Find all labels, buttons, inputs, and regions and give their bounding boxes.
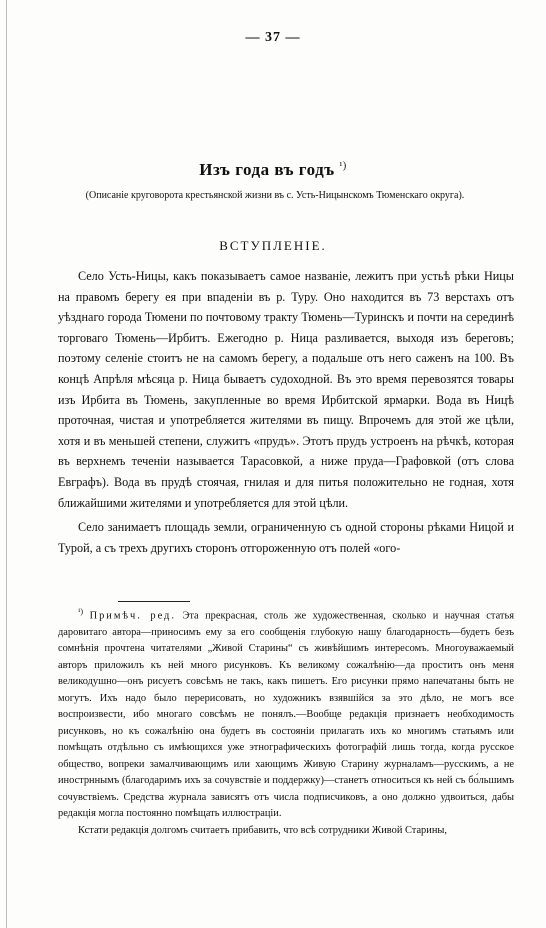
footnote-mark: ¹)	[78, 607, 84, 616]
page-number: — 37 —	[245, 30, 301, 45]
article-subtitle: (Описаніе круговорота крестьянской жизни въ с. Усть-Ницынскомъ Тюменскаго округа).	[85, 190, 465, 201]
body-paragraph: Село занимаетъ площадь земли, ограниченную съ одной стороны рѣками Ницой и Турой, а съ трехъ другихъ сторонъ отгороженную отъ полей «ого-	[58, 520, 514, 555]
footnote-text: Эта прекрасная, столь же художественная, сколько и научная статья даровитаго автора—приносимъ ему за его сообщенія глубокую нашу благодарность—будетъ безъ сомнѣнія прочтена читателями „Живой Старины“ съ живѣйшимъ интересомъ. Многоуважаемый авторъ приложилъ къ ней много рисунковъ. Къ великому сожалѣнію—да проститъ онъ меня великодушно—онъ рисуетъ совсѣмъ не такъ, какъ пишетъ. Его рисунки прямо напечатаны быть не могутъ. Ихъ надо было перерисовать, но художникъ взявшійся за это дѣло, не могъ все воспроизвести, ибо многаго совсѣмъ не понялъ.—Вообще редакція признаетъ необходимость рисунковъ, но къ сожалѣнію она будетъ въ состояніи прилагать ихъ ко многимъ статьямъ или помѣщать отдѣльно съ имѣющихся уже этнографическихъ фотографій лишь тогда, когда русское общество, вопреки замалчивающимъ или хающимъ Живую Старину журналамъ—русскимъ, а не инострннымъ (благодаримъ ихъ за сочувствіе и поддержку)—станетъ относиться къ ней съ бо́льшимъ сочувствіемъ. Средства журнала зависятъ отъ числа подписчиковъ, а оно должно удвоиться, дабы редакція могла постоянно помѣщать иллюстраціи.	[58, 610, 514, 820]
page-edge	[6, 0, 7, 928]
footnote-separator	[118, 601, 190, 602]
footnote-continuation: Кстати редакція долгомъ считаетъ прибавить, что всѣ сотрудники Живой Старины,	[78, 824, 447, 836]
body-paragraph: Село Усть-Ницы, какъ показываетъ самое названіе, лежитъ при устьѣ рѣки Ницы на правомъ берегу ея при впаденіи въ р. Туру. Оно находится въ 73 верстахъ отъ уѣзднаго города Тюмени по почтовому тракту Тюмень—Туринскъ и почти на серединѣ торговаго Тюмень—Ирбитъ. Ежегодно р. Ница разливается, выходя изъ береговъ; поэтому селеніе стоитъ не на самомъ берегу, а подальше отъ него саженъ на 100. Въ концѣ Апрѣля мѣсяца р. Ница бываетъ судоходной. Въ это время перевозятся товары изъ Ирбита въ Тюмень, закупленные во время Ирбитской ярмарки. Вода въ Ницѣ проточная, чистая и употребляется жителями въ пищу. Впрочемъ для этой же цѣли, хотя и въ меньшей степени, служитъ «прудъ». Этотъ прудъ устроенъ на рѣчкѣ, которая въ верхнемъ теченіи называется Тарасовкой, а ниже пруда—Графовкой (отъ слова Евграфъ). Вода въ прудѣ стоячая, гнилая и для питья положительно не годная, хотя ближайшими жителями и употребляется для этой цѣли.	[58, 269, 514, 510]
footnote	[58, 604, 514, 839]
footnote-lead: Примѣч. ред.	[89, 610, 176, 622]
footnote-paragraph	[58, 604, 514, 823]
section-heading: ВСТУПЛЕНІЕ.	[219, 238, 327, 253]
article-body	[58, 266, 514, 558]
article-title	[0, 160, 546, 180]
article-title-text: Изъ года въ годъ	[199, 160, 335, 179]
title-footnote-mark: ¹)	[339, 160, 347, 172]
